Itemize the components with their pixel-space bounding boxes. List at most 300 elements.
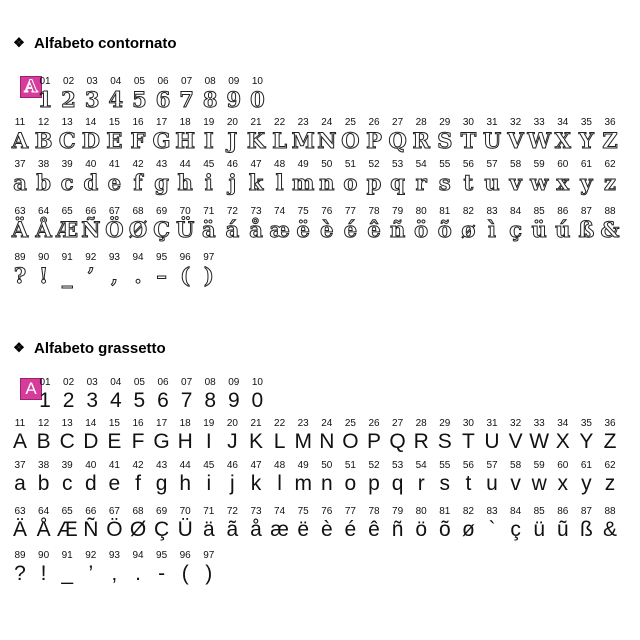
glyph-number: 90 [38, 252, 50, 263]
glyph-cell [456, 506, 480, 542]
glyph-character: M [291, 128, 315, 153]
glyph-character: L [273, 430, 286, 453]
glyph-character: å [249, 217, 263, 242]
glyph-number: 04 [110, 76, 122, 87]
glyph-character: . [134, 263, 142, 288]
glyph-character: Ö [105, 217, 124, 242]
glyph-number: 20 [226, 418, 238, 429]
glyph-character: T [460, 128, 477, 153]
glyph-cell [598, 418, 622, 454]
glyph-number: 32 [510, 418, 522, 429]
glyph-number: 11 [14, 117, 26, 128]
glyph-cell [433, 418, 457, 454]
glyph-number: 77 [344, 206, 356, 217]
glyph-number: 13 [61, 117, 73, 128]
glyph-number: 71 [203, 206, 215, 217]
glyph-cell [551, 418, 575, 454]
glyph-cell [126, 460, 150, 496]
glyph-character: Y [578, 128, 594, 153]
glyph-number: 75 [297, 206, 309, 217]
glyph-number: 10 [251, 377, 263, 388]
glyph-character: q [391, 472, 404, 495]
glyph-number: 61 [580, 460, 592, 471]
glyph-number: 61 [580, 159, 592, 170]
glyph-character: H [177, 430, 193, 453]
glyph-number: 06 [157, 76, 169, 87]
glyph-cell [480, 460, 504, 496]
glyph-character: A [11, 128, 29, 153]
glyph-character: O [341, 128, 360, 153]
glyph-character: W [529, 430, 550, 453]
letter-a-icon: A [20, 76, 42, 98]
glyph-character: ë [297, 518, 310, 541]
glyph-cell [598, 460, 622, 496]
glyph-number: 68 [132, 506, 144, 517]
glyph-character: Z [603, 430, 617, 453]
glyph-cell [504, 460, 528, 496]
glyph-character: O [342, 430, 359, 453]
glyph-cell [197, 460, 221, 496]
glyph-character: p [368, 472, 380, 495]
glyph-cell [362, 506, 386, 542]
glyph-number: 49 [297, 159, 309, 170]
glyph-number: 10 [251, 76, 263, 87]
glyph-number: 97 [203, 252, 215, 263]
glyph-number: 73 [250, 506, 262, 517]
glyph-character: A [12, 430, 27, 453]
glyph-row [0, 506, 640, 546]
glyph-character: g [154, 170, 169, 195]
glyph-number: 90 [38, 550, 50, 561]
glyph-cell [175, 377, 199, 413]
glyph-number: 67 [108, 506, 120, 517]
glyph-character: 3 [86, 389, 99, 412]
glyph-cell [150, 506, 174, 542]
glyph-character: Ñ [83, 518, 99, 541]
glyph-number: 89 [14, 252, 26, 263]
glyph-cell [244, 460, 268, 496]
glyph-character: ß [578, 217, 595, 242]
glyph-number: 74 [274, 206, 286, 217]
glyph-character: Ç [153, 217, 170, 242]
glyph-number: 24 [321, 418, 333, 429]
glyph-character: ñ [389, 217, 406, 242]
glyph-character: Å [35, 217, 52, 242]
glyph-character: ê [367, 217, 381, 242]
glyph-character: . [135, 562, 141, 585]
glyph-character: a [14, 472, 26, 495]
glyph-number: 31 [486, 418, 498, 429]
glyph-character: Ø [128, 217, 148, 242]
glyph-character: - [158, 562, 166, 585]
glyph-character: S [437, 430, 452, 453]
glyph-character: 4 [108, 87, 124, 112]
glyph-character: E [107, 430, 122, 453]
glyph-character: D [83, 430, 99, 453]
section-title: Alfabeto contornato [34, 34, 177, 52]
glyph-number: 69 [156, 206, 168, 217]
glyph-number: 22 [274, 117, 286, 128]
glyph-number: 70 [179, 506, 191, 517]
glyph-character: u [484, 170, 500, 195]
glyph-number: 86 [557, 206, 569, 217]
glyph-character: 4 [109, 389, 122, 412]
glyph-cell [551, 506, 575, 542]
glyph-cell [338, 460, 362, 496]
glyph-cell [104, 377, 128, 413]
glyph-number: 63 [14, 506, 26, 517]
glyph-cell [102, 550, 126, 586]
glyph-cell [8, 550, 32, 586]
glyph-number: 39 [61, 460, 73, 471]
glyph-character: h [177, 170, 193, 195]
glyph-character: 6 [157, 389, 169, 412]
glyph-cell [33, 377, 57, 413]
glyph-number: 91 [61, 550, 73, 561]
glyph-character: j [230, 472, 235, 495]
glyph-character: – [156, 263, 167, 288]
glyph-cell [55, 506, 79, 542]
glyph-character: 5 [133, 389, 146, 412]
glyph-character: ü [531, 217, 547, 242]
glyph-cell [126, 418, 150, 454]
glyph-character: m [292, 170, 315, 195]
glyph-number: 87 [580, 506, 592, 517]
glyph-number: 64 [38, 206, 50, 217]
glyph-cell [456, 418, 480, 454]
glyph-cell [151, 377, 175, 413]
glyph-number: 96 [179, 252, 191, 263]
glyph-number: 96 [179, 550, 191, 561]
glyph-cell [173, 506, 197, 542]
glyph-number: 18 [179, 418, 191, 429]
glyph-character: F [131, 430, 145, 453]
glyph-number: 52 [368, 159, 380, 170]
glyph-character: 7 [180, 389, 193, 412]
glyph-character: 8 [204, 389, 217, 412]
glyph-character: F [130, 128, 146, 153]
glyph-character: ä [202, 518, 215, 541]
glyph-number: 55 [439, 460, 451, 471]
glyph-cell [55, 550, 79, 586]
glyph-number: 25 [344, 117, 356, 128]
glyph-character: b [36, 170, 51, 195]
glyph-character: f [135, 472, 141, 495]
glyph-cell [244, 418, 268, 454]
glyph-cell [291, 506, 315, 542]
glyph-cell [409, 460, 433, 496]
glyph-cell [32, 418, 56, 454]
glyph-cell [315, 418, 339, 454]
glyph-character: 2 [61, 87, 76, 112]
glyph-character: ø [461, 217, 476, 242]
glyph-number: 46 [226, 460, 238, 471]
glyph-character: p [366, 170, 382, 195]
glyph-character: ø [461, 518, 475, 541]
glyph-character: y [580, 170, 593, 195]
glyph-number: 28 [415, 117, 427, 128]
glyph-number: 05 [133, 377, 145, 388]
glyph-number: 81 [439, 206, 451, 217]
glyph-cell [527, 460, 551, 496]
glyph-cell [291, 418, 315, 454]
glyph-number: 71 [203, 506, 215, 517]
glyph-number: 66 [85, 206, 97, 217]
glyph-character: ö [415, 518, 428, 541]
glyph-cell [574, 506, 598, 542]
glyph-character: e [107, 170, 122, 195]
glyph-character: U [484, 430, 500, 453]
glyph-number: 89 [14, 550, 26, 561]
glyph-character: _ [61, 263, 73, 288]
glyph-character: Y [579, 430, 594, 453]
glyph-number: 16 [132, 117, 144, 128]
glyph-number: 16 [132, 418, 144, 429]
glyph-character: n [319, 170, 335, 195]
glyph-number: 14 [85, 117, 97, 128]
glyph-character: ç [510, 518, 521, 541]
glyph-cell [409, 506, 433, 542]
glyph-character: ã [226, 518, 239, 541]
glyph-number: 18 [179, 117, 191, 128]
glyph-cell [433, 506, 457, 542]
glyph-character: 1 [39, 389, 51, 412]
glyph-character: l [277, 472, 282, 495]
glyph-character: Å [36, 518, 51, 541]
glyph-number: 63 [14, 206, 26, 217]
glyph-character: a [13, 170, 27, 195]
glyph-character: Ø [129, 518, 147, 541]
glyph-character: X [554, 128, 571, 153]
glyph-character: d [83, 170, 99, 195]
glyph-number: 44 [179, 460, 191, 471]
glyph-number: 01 [39, 76, 51, 87]
glyph-character: z [604, 472, 616, 495]
glyph-number: 12 [38, 117, 50, 128]
glyph-number: 82 [462, 206, 474, 217]
glyph-number: 23 [297, 418, 309, 429]
glyph-character: Æ [56, 518, 78, 541]
glyph-cell [386, 506, 410, 542]
glyph-number: 31 [486, 117, 498, 128]
glyph-number: 15 [108, 117, 120, 128]
glyph-cell [291, 460, 315, 496]
glyph-number: 41 [108, 460, 120, 471]
glyph-cell [362, 460, 386, 496]
glyph-character: Q [389, 430, 406, 453]
glyph-character: å [250, 518, 262, 541]
glyph-number: 21 [250, 117, 262, 128]
glyph-character: U [482, 128, 502, 153]
glyph-character: e [108, 472, 121, 495]
glyph-character: L [272, 128, 287, 153]
glyph-character: Ü [177, 518, 193, 541]
glyph-number: 47 [250, 460, 262, 471]
glyph-cell [315, 460, 339, 496]
glyph-number: 03 [86, 76, 98, 87]
glyph-cell [79, 506, 103, 542]
glyph-character: z [604, 170, 616, 195]
glyph-character: Ä [11, 217, 29, 242]
glyph-character: K [248, 430, 263, 453]
glyph-character: ( [180, 263, 191, 288]
glyph-cell [126, 506, 150, 542]
glyph-character: æ [269, 217, 290, 242]
glyph-cell [527, 418, 551, 454]
glyph-character: N [317, 128, 337, 153]
glyph-number: 59 [533, 159, 545, 170]
glyph-number: 51 [344, 460, 356, 471]
glyph-cell [456, 460, 480, 496]
glyph-cell [102, 418, 126, 454]
glyph-character: H [175, 128, 196, 153]
glyph-number: 54 [415, 460, 427, 471]
glyph-number: 15 [108, 418, 120, 429]
glyph-character: x [556, 170, 570, 195]
glyph-character: ä [201, 217, 216, 242]
glyph-cell [8, 460, 32, 496]
glyph-number: 95 [156, 252, 168, 263]
glyph-character: ì [488, 217, 496, 242]
glyph-character: ’ [88, 562, 94, 585]
glyph-number: 59 [533, 460, 545, 471]
glyph-number: 68 [132, 206, 144, 217]
glyph-number: 72 [226, 506, 238, 517]
glyph-character: k [248, 170, 264, 195]
glyph-cell [150, 550, 174, 586]
glyph-cell [32, 460, 56, 496]
glyph-character: P [366, 128, 382, 153]
glyph-number: 66 [85, 506, 97, 517]
glyph-number: 50 [321, 460, 333, 471]
glyph-number: 35 [580, 418, 592, 429]
glyph-cell [55, 460, 79, 496]
glyph-number: 08 [204, 377, 216, 388]
glyph-character: ũ [556, 518, 569, 541]
glyph-character: _ [61, 562, 74, 585]
glyph-number: 41 [108, 159, 120, 170]
glyph-number: 65 [61, 206, 73, 217]
glyph-character: P [366, 430, 381, 453]
glyph-character: v [510, 472, 521, 495]
glyph-character: w [531, 472, 547, 495]
diamond-bullet-icon: ❖ [13, 340, 25, 355]
glyph-number: 60 [557, 159, 569, 170]
glyph-character: J [227, 128, 238, 153]
glyph-character: w [530, 170, 549, 195]
glyph-number: 76 [321, 506, 333, 517]
letter-a-icon: A [20, 378, 42, 400]
glyph-character: ë [296, 217, 310, 242]
glyph-number: 36 [604, 117, 616, 128]
glyph-character: ê [368, 518, 380, 541]
glyph-number: 43 [156, 159, 168, 170]
glyph-character: è [320, 217, 334, 242]
glyph-number: 48 [274, 460, 286, 471]
glyph-character: 3 [84, 87, 100, 112]
glyph-character: ü [533, 518, 546, 541]
glyph-number: 69 [156, 506, 168, 517]
glyph-cell [338, 418, 362, 454]
glyph-character: ñ [391, 518, 404, 541]
glyph-number: 24 [321, 117, 333, 128]
glyph-number: 57 [486, 159, 498, 170]
glyph-character: B [34, 128, 53, 153]
glyph-character: C [58, 128, 76, 153]
glyph-number: 70 [179, 206, 191, 217]
glyph-cell [127, 377, 151, 413]
glyph-cell [220, 418, 244, 454]
glyph-number: 35 [580, 117, 592, 128]
glyph-number: 83 [486, 506, 498, 517]
glyph-character: C [59, 430, 75, 453]
glyph-character: E [106, 128, 123, 153]
glyph-number: 14 [85, 418, 97, 429]
glyph-cell [551, 460, 575, 496]
glyph-number: 52 [368, 460, 380, 471]
glyph-character: W [527, 128, 551, 153]
glyph-number: 49 [297, 460, 309, 471]
glyph-character: X [555, 430, 570, 453]
glyph-number: 09 [228, 76, 240, 87]
glyph-cell [8, 418, 32, 454]
glyph-character: T [461, 430, 475, 453]
glyph-number: 65 [61, 506, 73, 517]
glyph-cell [504, 418, 528, 454]
glyph-number: 92 [85, 550, 97, 561]
glyph-number: 33 [533, 117, 545, 128]
glyph-number: 30 [462, 418, 474, 429]
glyph-number: 34 [557, 117, 569, 128]
glyph-character: ` [488, 518, 496, 541]
glyph-number: 57 [486, 460, 498, 471]
glyph-number: 81 [439, 506, 451, 517]
glyph-cell [32, 506, 56, 542]
glyph-cell [527, 506, 551, 542]
glyph-number: 64 [38, 506, 50, 517]
glyph-cell [362, 418, 386, 454]
glyph-character: I [203, 128, 214, 153]
glyph-character: ‚ [112, 562, 117, 585]
glyph-character: Æ [56, 217, 79, 242]
glyph-character: R [413, 430, 429, 453]
glyph-number: 05 [133, 76, 145, 87]
glyph-cell [598, 506, 622, 542]
section-title: Alfabeto grassetto [34, 339, 166, 357]
glyph-number: 91 [61, 252, 73, 263]
glyph-character: s [439, 472, 451, 495]
glyph-number: 44 [179, 159, 191, 170]
glyph-character: k [250, 472, 262, 495]
glyph-number: 26 [368, 117, 380, 128]
glyph-character: v [509, 170, 522, 195]
glyph-cell [268, 460, 292, 496]
glyph-number: 40 [85, 460, 97, 471]
glyph-character: t [463, 170, 474, 195]
glyph-number: 55 [439, 159, 451, 170]
glyph-number: 17 [156, 418, 168, 429]
glyph-cell [504, 506, 528, 542]
glyph-character: ß [579, 518, 593, 541]
glyph-number: 09 [228, 377, 240, 388]
glyph-number: 36 [604, 418, 616, 429]
glyph-number: 58 [510, 159, 522, 170]
glyph-number: 53 [392, 159, 404, 170]
glyph-number: 79 [392, 506, 404, 517]
glyph-character: V [507, 128, 524, 153]
glyph-cell [268, 418, 292, 454]
glyph-character: Ñ [81, 217, 101, 242]
